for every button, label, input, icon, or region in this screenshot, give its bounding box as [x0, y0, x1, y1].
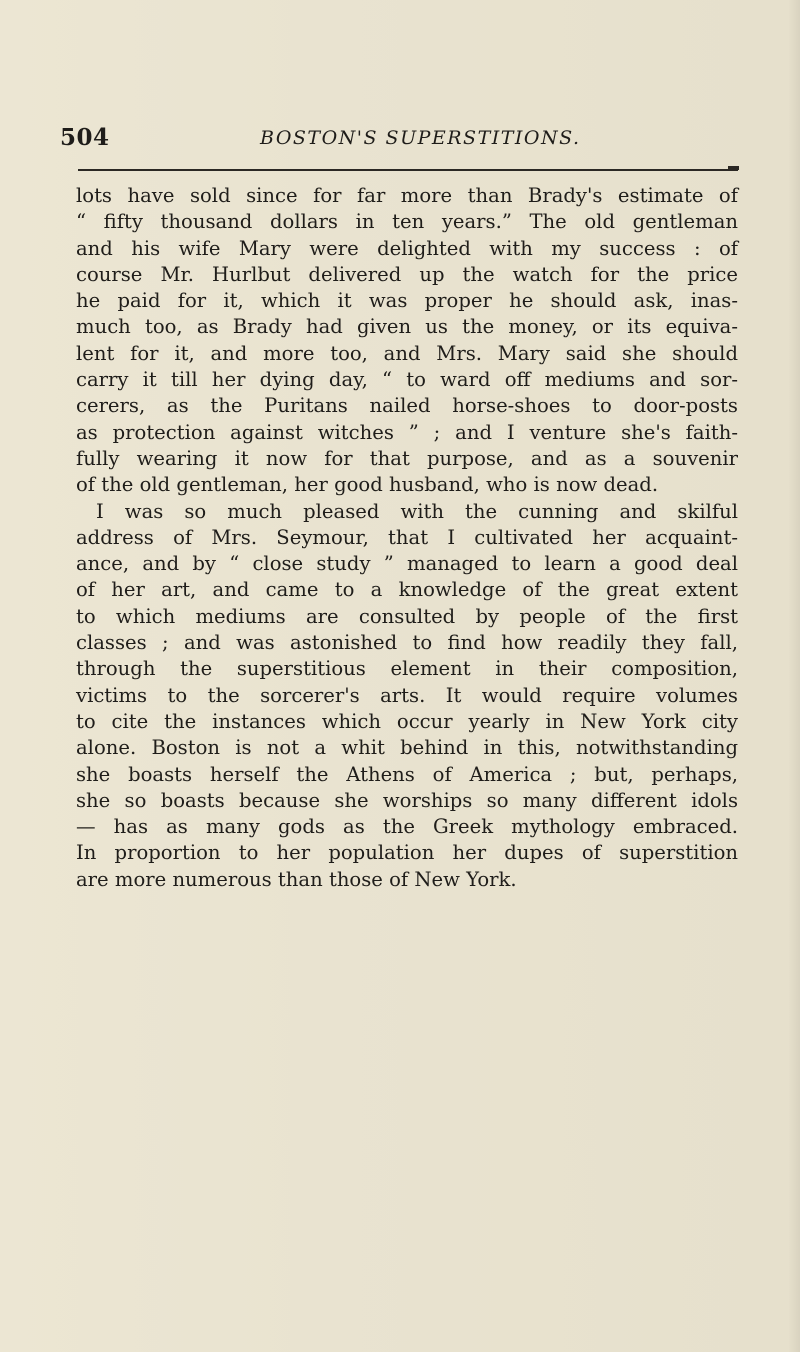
text-line: lent for it, and more too, and Mrs. Mary said she should	[76, 341, 738, 365]
paragraph-1	[76, 183, 738, 499]
text-line: she so boasts because she worships so many different idols	[76, 788, 738, 812]
text-line: — has as many gods as the Greek mythology embraced.	[76, 815, 738, 839]
text-line: he paid for it, which it was proper he should ask, inas-	[76, 289, 738, 313]
page-edge-shadow	[788, 0, 800, 1352]
text-line: she boasts herself the Athens of America ; but, perhaps,	[76, 762, 738, 786]
text-line: I was so much pleased with the cunning and skilful	[96, 499, 738, 523]
text-line: are more numerous than those of New York.	[76, 867, 517, 891]
text-line: address of Mrs. Seymour, that I cultivated her acquaint-	[76, 525, 738, 549]
text-line: alone. Boston is not a whit behind in this, notwithstanding	[76, 736, 738, 760]
text-line: of her art, and came to a knowledge of the great extent	[76, 578, 738, 602]
text-line: much too, as Brady had given us the money, or its equiva-	[76, 315, 738, 339]
text-line: to which mediums are consulted by people of the first	[76, 604, 738, 628]
text-line: through the superstitious element in their composition,	[76, 657, 738, 681]
text-line: to cite the instances which occur yearly in New York city	[76, 709, 738, 733]
text-line: classes ; and was astonished to find how readily they fall,	[76, 631, 738, 655]
text-line: victims to the sorcerer's arts. It would require volumes	[76, 683, 738, 707]
body-text	[76, 183, 738, 893]
running-head: BOSTON'S SUPERSTITIONS.	[260, 127, 581, 149]
paragraph-2	[76, 499, 738, 893]
text-line: course Mr. Hurlbut delivered up the watch for the price	[76, 262, 738, 286]
header-rule-end-mark	[728, 166, 739, 170]
text-line: ance, and by “ close study ” managed to learn a good deal	[76, 552, 738, 576]
text-line: fully wearing it now for that purpose, and as a souvenir	[76, 446, 738, 470]
header-rule	[78, 169, 738, 171]
text-line: “ fifty thousand dollars in ten years.” The old gentleman	[76, 210, 738, 234]
text-line: and his wife Mary were delighted with my success : of	[76, 236, 738, 260]
text-line: In proportion to her population her dupes of superstition	[76, 841, 738, 865]
page-header	[60, 124, 740, 158]
text-line: as protection against witches ” ; and I venture she's faith-	[76, 420, 738, 444]
text-line: lots have sold since for far more than Brady's estimate of	[76, 184, 738, 207]
text-line: of the old gentleman, her good husband, who is now dead.	[76, 473, 659, 497]
page-number: 504	[60, 124, 110, 151]
text-line: carry it till her dying day, “ to ward off mediums and sor-	[76, 368, 738, 392]
text-line: cerers, as the Puritans nailed horse-shoes to door-posts	[76, 394, 738, 418]
